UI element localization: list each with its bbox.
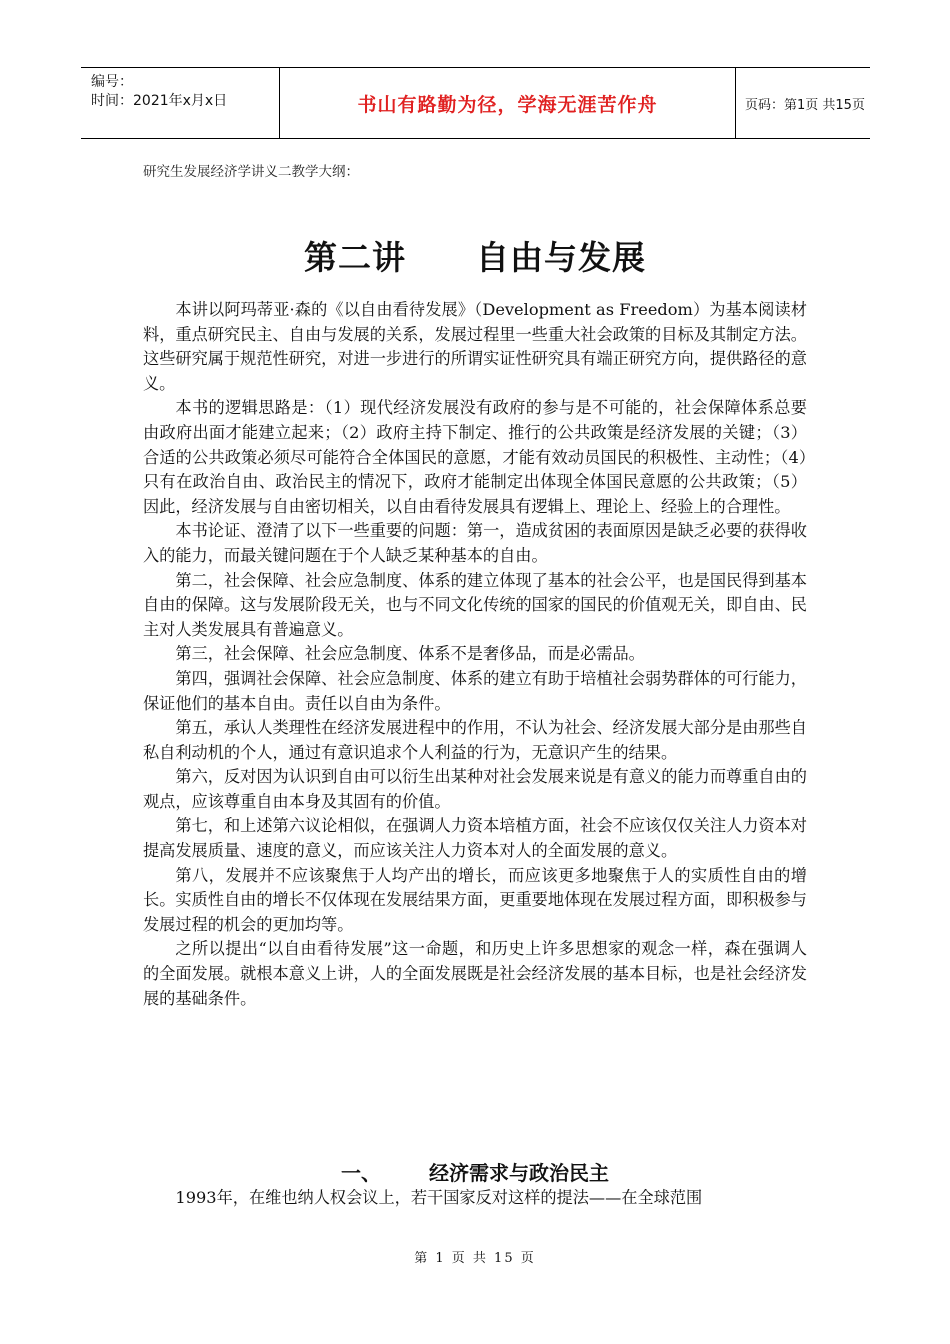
body-text [143, 298, 807, 1011]
page-title [0, 232, 950, 279]
paragraph: 第二，社会保障、社会应急制度、体系的建立体现了基本的社会公平，也是国民得到基本自由的保障。这与发展阶段无关，也与不同文化传统的国家的国民的价值观无关，即自由、民主对人类发展具有普遍意义。 [143, 570, 807, 639]
header-motto-cell [279, 68, 736, 138]
section-number: 一、 [341, 1161, 381, 1185]
document-header [81, 67, 870, 139]
paragraph: 本书的逻辑思路是：（1）现代经济发展没有政府的参与是不可能的，社会保障体系总要由政府出面才能建立起来；（2）政府主持下制定、推行的公共政策是经济发展的关键；（3）合适的公共政策必须尽可能符合全体国民的意愿，才能有效动员国民的积极性、主动性；（4）只有在政治自由、政治民主的情况下，政府才能制定出体现全体国民意愿的公共政策；（5）因此，经济发展与自由密切相关，以自由看待发展具有逻辑上、理论上、经验上的合理性。 [143, 398, 807, 516]
paragraph: 第五，承认人类理性在经济发展进程中的作用，不认为社会、经济发展大部分是由那些自私自利动机的个人，通过有意识追求个人利益的行为，无意识产生的结果。 [143, 718, 807, 762]
paragraph: 第八，发展并不应该聚焦于人均产出的增长，而应该更多地聚焦于人的实质性自由的增长。实质性自由的增长不仅体现在发展结果方面，更重要地体现在发展过程方面，即积极参与发展过程的机会的更加均等。 [143, 865, 807, 934]
section-heading [0, 1157, 950, 1186]
paragraph: 本书论证、澄清了以下一些重要的问题：第一，造成贫困的表面原因是缺乏必要的获得收入的能力，而最关键问题在于个人缺乏某种基本的自由。 [143, 521, 807, 565]
paragraph: 第三，社会保障、社会应急制度、体系不是奢侈品，而是必需品。 [175, 644, 645, 664]
paragraph: 第六，反对因为认识到自由可以衍生出某种对社会发展来说是有意义的能力而尊重自由的观点，应该尊重自由本身及其固有的价值。 [143, 767, 807, 811]
serial-label: 编号： [91, 74, 133, 90]
lecture-number: 第二讲 [304, 238, 406, 277]
section-title: 经济需求与政治民主 [429, 1161, 609, 1185]
paragraph: 第四，强调社会保障、社会应急制度、体系的建立有助于培植社会弱势群体的可行能力，保证他们的基本自由。责任以自由为条件。 [143, 668, 807, 713]
page-info: 页码：第1页 共15页 [745, 97, 865, 113]
header-meta-cell [81, 68, 279, 138]
motto-text: 书山有路勤为径，学海无涯苦作舟 [357, 93, 658, 116]
header-page-cell [735, 68, 870, 138]
date-text: 时间：2021年x月x日 [91, 93, 228, 109]
paragraph: 第七，和上述第六议论相似，在强调人力资本培植方面，社会不应该仅仅关注人力资本对提高发展质量、速度的意义，而应该关注人力资本对人的全面发展的意义。 [143, 816, 807, 861]
section-first-line: 1993年，在维也纳人权会议上，若干国家反对这样的提法——在全球范围 [175, 1188, 703, 1207]
paragraph: 本讲以阿玛蒂亚·森的《以自由看待发展》（Development as Freedom）为基本阅读材料，重点研究民主、自由与发展的关系，发展过程里一些重大社会政策的目标及其制定方法。这些研究属于规范性研究，对进一步进行的所谓实证性研究具有端正研究方向，提供路径的意义。 [143, 300, 807, 393]
paragraph: 之所以提出“以自由看待发展”这一命题，和历史上许多思想家的观念一样，森在强调人的全面发展。就根本意义上讲，人的全面发展既是社会经济发展的基本目标，也是社会经济发展的基础条件。 [143, 939, 807, 1008]
outline-subtitle: 研究生发展经济学讲义二教学大纲： [143, 164, 359, 180]
page-footer: 第 1 页 共 15 页 [414, 1251, 536, 1266]
lecture-title: 自由与发展 [476, 238, 646, 277]
